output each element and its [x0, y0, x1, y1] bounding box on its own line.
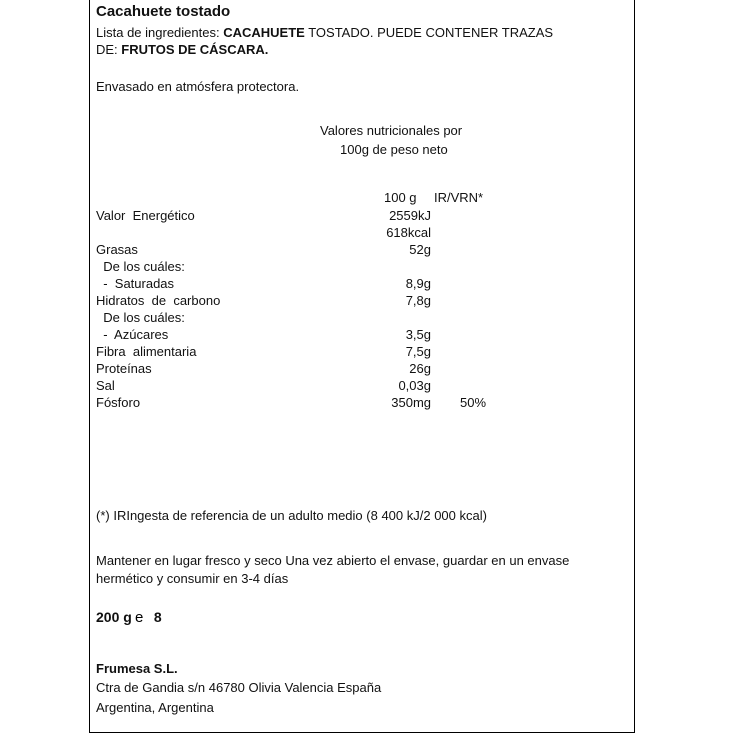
- nutrition-heading-1: Valores nutricionales por: [320, 123, 463, 138]
- ingredients-line-1: [96, 25, 553, 41]
- nutrient-value: 350mg: [391, 395, 431, 410]
- company-address: Ctra de Gandia s/n 46780 Olivia Valencia España: [96, 680, 382, 695]
- nutrient-name: Fibra alimentaria: [96, 344, 197, 359]
- origin: Argentina, Argentina: [96, 700, 214, 715]
- net-weight-amount: 200 g: [96, 609, 132, 625]
- nutrition-heading-2: 100g de peso neto: [340, 142, 448, 157]
- nutrient-value: 3,5g: [405, 327, 431, 342]
- storage-line-2: hermético y consumir en 3-4 días: [96, 571, 289, 586]
- column-ir: IR/VRN*: [434, 190, 484, 205]
- packaging-note: Envasado en atmósfera protectora.: [96, 79, 300, 94]
- company-name: Frumesa S.L.: [96, 661, 178, 676]
- ingredients-allergen-nuts: FRUTOS DE CÁSCARA.: [121, 42, 269, 57]
- ingredients-line2-prefix: DE:: [96, 42, 122, 57]
- net-weight-number: 8: [153, 609, 162, 625]
- nutrient-name: Hidratos de carbono: [96, 293, 221, 308]
- estimated-sign-icon: [134, 610, 148, 624]
- ingredients-line-2: [96, 42, 268, 58]
- ingredients-prefix: Lista de ingredientes:: [96, 25, 224, 40]
- product-title: Cacahuete tostado: [96, 3, 231, 20]
- nutrient-name: - Azúcares: [96, 327, 169, 342]
- nutrient-name: De los cuáles:: [96, 310, 185, 325]
- nutrient-value: 52g: [409, 242, 431, 257]
- storage-line-1: Mantener en lugar fresco y seco Una vez abierto el envase, guardar en un envase: [96, 553, 570, 568]
- nutrient-value: 618kcal: [386, 225, 431, 240]
- nutrient-value: 7,8g: [405, 293, 431, 308]
- nutrient-name: Fósforo: [96, 395, 141, 410]
- nutrient-value: 7,5g: [405, 344, 431, 359]
- nutrient-name: Proteínas: [96, 361, 152, 376]
- nutrient-value: 8,9g: [405, 276, 431, 291]
- ingredients-allergen-peanut: CACAHUETE: [223, 25, 305, 40]
- nutrient-name: Sal: [96, 378, 115, 393]
- svg-text:e: e: [134, 610, 144, 624]
- nutrient-name: De los cuáles:: [96, 259, 185, 274]
- nutrient-value: 2559kJ: [389, 208, 431, 223]
- nutrient-name: Grasas: [96, 242, 138, 257]
- ingredients-text: TOSTADO. PUEDE CONTENER TRAZAS: [304, 25, 554, 40]
- nutrient-value: 26g: [409, 361, 431, 376]
- nutrient-value: 0,03g: [398, 378, 431, 393]
- footnote: (*) IRIngesta de referencia de un adulto medio (8 400 kJ/2 000 kcal): [96, 508, 487, 523]
- net-weight: [96, 609, 162, 625]
- nutrient-name: - Saturadas: [96, 276, 175, 291]
- label-border: [89, 0, 635, 733]
- nutrient-ir: 50%: [460, 395, 487, 410]
- nutrient-name: Valor Energético: [96, 208, 195, 223]
- column-100g: 100 g: [384, 190, 417, 205]
